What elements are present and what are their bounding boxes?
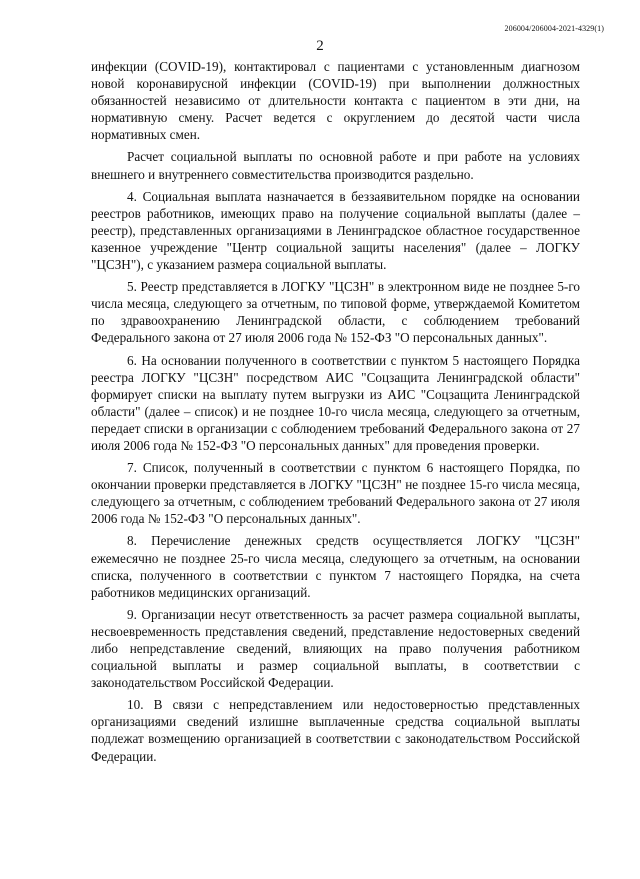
paragraph-item-4: 4. Социальная выплата назначается в беззаявительном порядке на основании реестров работников, имеющих право на получение социальной выплаты (далее – реестр), представленных организациями в Ленинградское областное государственное казенное учреждение "Центр социальной защиты населения" (далее – ЛОГКУ "ЦСЗН"), с указанием размера социальной выплаты. [91,188,580,273]
document-id: 206004/206004-2021-4329(1) [504,24,604,33]
paragraph-separate-calculation: Расчет социальной выплаты по основной работе и при работе на условиях внешнего и внутреннего совместительства производится раздельно. [91,149,580,182]
document-body [91,58,580,770]
page-number: 2 [316,38,324,54]
paragraph-item-10: 10. В связи с непредставлением или недостоверностью представленных организациями сведений излишне выплаченные средства социальной выплаты подлежат возмещению организацией в соответствии с законодательством Российской Федерации. [91,697,580,764]
paragraph-item-5: 5. Реестр представляется в ЛОГКУ "ЦСЗН" в электронном виде не позднее 5-го числа месяца, следующего за отчетным, по типовой форме, утверждаемой Комитетом по здравоохранению Ленинградской области, с соблюдением требований Федерального закона от 27 июля 2006 года № 152-ФЗ "О персональных данных". [91,279,580,346]
paragraph-continuation: инфекции (COVID-19), контактировал с пациентами с установленным диагнозом новой коронавирусной инфекции (COVID-19) при выполнении должностных обязанностей независимо от длительности контакта с пациентом в эти дни, на нормативную смену. Расчет ведется с округлением до десятой части числа нормативных смен. [91,59,580,143]
paragraph-item-7: 7. Список, полученный в соответствии с пунктом 6 настоящего Порядка, по окончании проверки представляется в ЛОГКУ "ЦСЗН" не позднее 15-го числа месяца, следующего за отчетным, с соблюдением требований Федерального закона от 27 июля 2006 года № 152-ФЗ "О персональных данных". [91,460,580,527]
paragraph-item-8: 8. Перечисление денежных средств осуществляется ЛОГКУ "ЦСЗН" ежемесячно не позднее 25-го числа месяца, следующего за отчетным, на основании списка, полученного в соответствии с пунктом 7 настоящего Порядка, на счета работников медицинских организаций. [91,533,580,600]
paragraph-item-6: 6. На основании полученного в соответствии с пунктом 5 настоящего Порядка реестра ЛОГКУ "ЦСЗН" посредством АИС "Соцзащита Ленинградской области" формирует списки на выплату путем выгрузки из АИС "Соцзащита Ленинградской области" (далее – список) и не позднее 10-го числа месяца, следующего за отчетным, передает списки в организации с соблюдением требований Федерального закона от 27 июля 2006 года № 152-ФЗ "О персональных данных" для проведения проверки. [91,352,580,453]
paragraph-item-9: 9. Организации несут ответственность за расчет размера социальной выплаты, несвоевременность представления сведений, представление недостоверных сведений либо непредставление сведений, влияющих на право получения работником социальной выплаты и размер социальной выплаты, в соответствии с законодательством Российской Федерации. [91,606,580,691]
